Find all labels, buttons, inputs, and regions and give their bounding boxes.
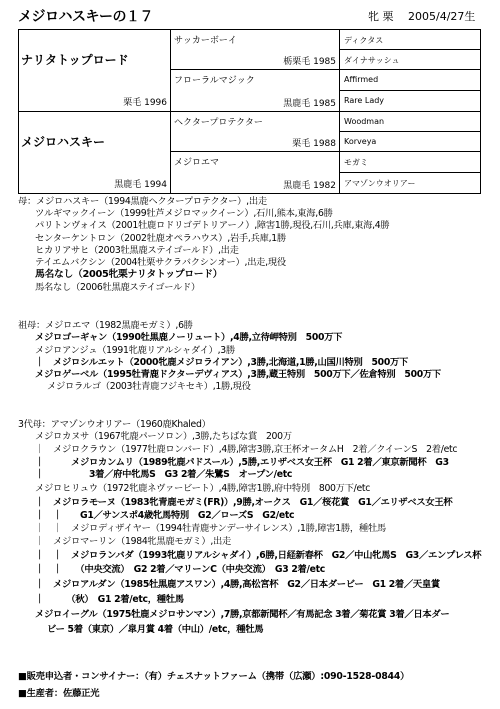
granddam-offspring: メジロゲーベル（1995牡青鹿ドクターデヴィアス）,3勝,蔵王特別 500万下／佐倉特別 500万下	[35, 369, 441, 380]
third-dam-descendant-cont: ｜ ｜ （中央交流） G2 2着／マリーンC（中央交流） G3 2着/etc	[35, 564, 325, 575]
dam-info: 黒鹿毛 1994	[114, 180, 167, 190]
gen3-name: ダイナサッシュ	[344, 56, 400, 65]
third-dam-descendant: ｜ メジロカンムリ（1989牝鹿パドスール）,5勝,エリザベス女王杯 G1 2着／東京新聞杯 G3	[35, 457, 449, 468]
gen3-name: Korveya	[344, 137, 377, 146]
dam-offspring-this-foal: 馬名なし（2005牝栗ナリタトップロード）	[35, 269, 223, 280]
pedigree-gen3-cell	[340, 112, 481, 132]
gen3-name: アマゾンウオリアー	[344, 179, 416, 188]
pedigree-gen3-cell	[340, 152, 481, 173]
granddam-grandoffspring: ｜ メジロシルエット（2000牝鹿メジロライアン）,3勝,北海道,1勝,山国川特別 500万下	[35, 357, 408, 368]
pedigree-dam-dam-cell	[171, 152, 340, 194]
gen3-name: モガミ	[344, 158, 368, 167]
dam-sire-info: 栗毛 1988	[292, 139, 336, 149]
third-dam-heading: 3代母：アマゾンウオリアー（1960鹿Khaled）	[18, 419, 211, 430]
pedigree-gen3-cell	[340, 173, 481, 194]
dam-offspring: センターケントロン（2002牡鹿オペラハウス）,岩手,兵庫,1勝	[35, 233, 286, 244]
third-dam-descendant: ｜ ｜ メジロディザイヤー（1994牡青鹿サンデーサイレンス）,1勝,障害1勝，種牡馬	[35, 523, 386, 534]
pedigree-gen3-cell	[340, 50, 481, 70]
third-dam-descendant-cont: ｜ ｜ G1／サンスポ4歳牝馬特別 G2／ローズS G2/etc	[35, 510, 295, 521]
sire-sire-name: サッカーボーイ	[174, 36, 237, 46]
sire-dam-name: フローラルマジック	[174, 76, 255, 86]
third-dam-offspring: メジロカヌサ（1967牝鹿パーソロン）,3勝,たちばな賞 200万	[35, 431, 292, 442]
third-dam-descendant: ｜ ｜ メジロランバダ（1993牝鹿リアルシャダイ）,6勝,日経新春杯 G2／中山牝馬S G3／エンプレス杯	[35, 550, 482, 561]
third-dam-offspring-cont: ビー 5着（東京）／皐月賞 4着（中山）/etc，種牡馬	[47, 624, 264, 635]
sire-info: 栗毛 1996	[123, 98, 167, 108]
page-header	[18, 6, 480, 28]
dam-dam-info: 黒鹿毛 1982	[283, 181, 336, 191]
dam-offspring: パリトンヴォイス（2001牡鹿ロドリゴデトリアーノ）,障害1勝,現役,石川,兵庫,東海,4勝	[35, 220, 390, 231]
pedigree-sire-sire-cell	[171, 30, 340, 70]
dam-offspring: ヒカリアサヒ（2003牡黒鹿ステイゴールド）,出走	[35, 245, 239, 256]
breeder-info: ■生産者：佐藤正光	[18, 688, 100, 699]
granddam-offspring: メジロアンジュ（1991牝鹿リアルシャダイ）,3勝	[35, 345, 235, 356]
sire-name: ナリタトップロード	[21, 53, 129, 67]
pedigree-dam-cell	[19, 112, 171, 194]
third-dam-offspring: メジロヒリュウ（1972牝鹿ネヴァービート）,4勝,障害1勝,府中特別 800万下/etc	[35, 483, 371, 494]
pedigree-gen3-cell	[340, 132, 481, 152]
third-dam-descendant: ｜ メジロアルダン（1985牡黒鹿アスワン）,4勝,高松宮杯 G2／日本ダービー G1 2着／天皇賞	[35, 579, 440, 590]
dam-dam-name: メジロエマ	[174, 158, 220, 168]
gen3-name: Woodman	[344, 117, 385, 126]
granddam-offspring: メジロゴーギャン（1990牡黒鹿ノーリュート）,4勝,立待岬特別 500万下	[35, 332, 343, 343]
pedigree-dam-sire-cell	[171, 112, 340, 152]
third-dam-descendant: ｜ メジロマーリン（1984牝黒鹿モガミ）,出走	[35, 536, 232, 547]
pedigree-gen3-cell	[340, 70, 481, 91]
third-dam-descendant-cont: ｜ （秋） G1 2着/etc，種牡馬	[35, 594, 184, 605]
dam-heading: 母：メジロハスキー（1994黒鹿ヘクタープロテクター）,出走	[18, 196, 267, 207]
gen3-name: Rare Lady	[344, 96, 385, 105]
pedigree-gen3-cell	[340, 30, 481, 50]
third-dam-descendant: ｜ メジロクラウン（1977牡鹿ロンバード）,4勝,障害3勝,京王杯オータムH 2着／クイーンS 2着/etc	[35, 444, 458, 455]
birth-date: 2005/4/27生	[408, 10, 476, 23]
dam-offspring: テイエムバクシン（2004牡栗サクラバクシンオー）,出走,現役	[35, 257, 286, 268]
granddam-heading: 祖母：メジロエマ（1982黒鹿モガミ）,6勝	[18, 320, 193, 331]
pedigree-sire-dam-cell	[171, 70, 340, 112]
dam-offspring: ツルギマックイーン（1999牡芦メジロマックイーン）,石川,熊本,東海,6勝	[35, 208, 333, 219]
gen3-name: Affirmed	[344, 75, 379, 84]
pedigree-table	[18, 29, 481, 194]
third-dam-descendant: ｜ メジロラモーヌ（1983牝青鹿モガミ(FR)）,9勝,オークス G1／桜花賞 G1／エリザベス女王杯	[35, 497, 453, 508]
dam-name: メジロハスキー	[21, 135, 106, 149]
pedigree-sire-cell	[19, 30, 171, 112]
third-dam-descendant-cont: ｜ 3着／府中牝馬S G3 2着／朱鷺S オープン/etc	[35, 469, 293, 480]
third-dam-offspring: メジロイーグル（1975牡鹿メジロサンマン）,7勝,京都新聞杯／有馬記念 3着／菊花賞 3着／日本ダー	[35, 609, 450, 620]
dam-offspring: 馬名なし（2006牡黒鹿ステイゴールド）	[35, 282, 201, 293]
sex-color: 牝 栗	[368, 10, 394, 23]
sire-sire-info: 栃栗毛 1985	[283, 57, 336, 67]
sire-dam-info: 黒鹿毛 1985	[283, 99, 336, 109]
seller-info: ■販売申込者・コンサイナー：（有）チェスナットファーム（携帯（広瀬）:090-1528-0844）	[18, 671, 410, 682]
horse-title: メジロハスキーの１７	[18, 9, 153, 25]
dam-sire-name: ヘクタープロテクター	[174, 118, 263, 128]
granddam-grandoffspring: メジロラルゴ（2003牡青鹿フジキセキ）,1勝,現役	[47, 381, 251, 392]
gen3-name: ディクタス	[344, 36, 384, 45]
pedigree-gen3-cell	[340, 91, 481, 112]
